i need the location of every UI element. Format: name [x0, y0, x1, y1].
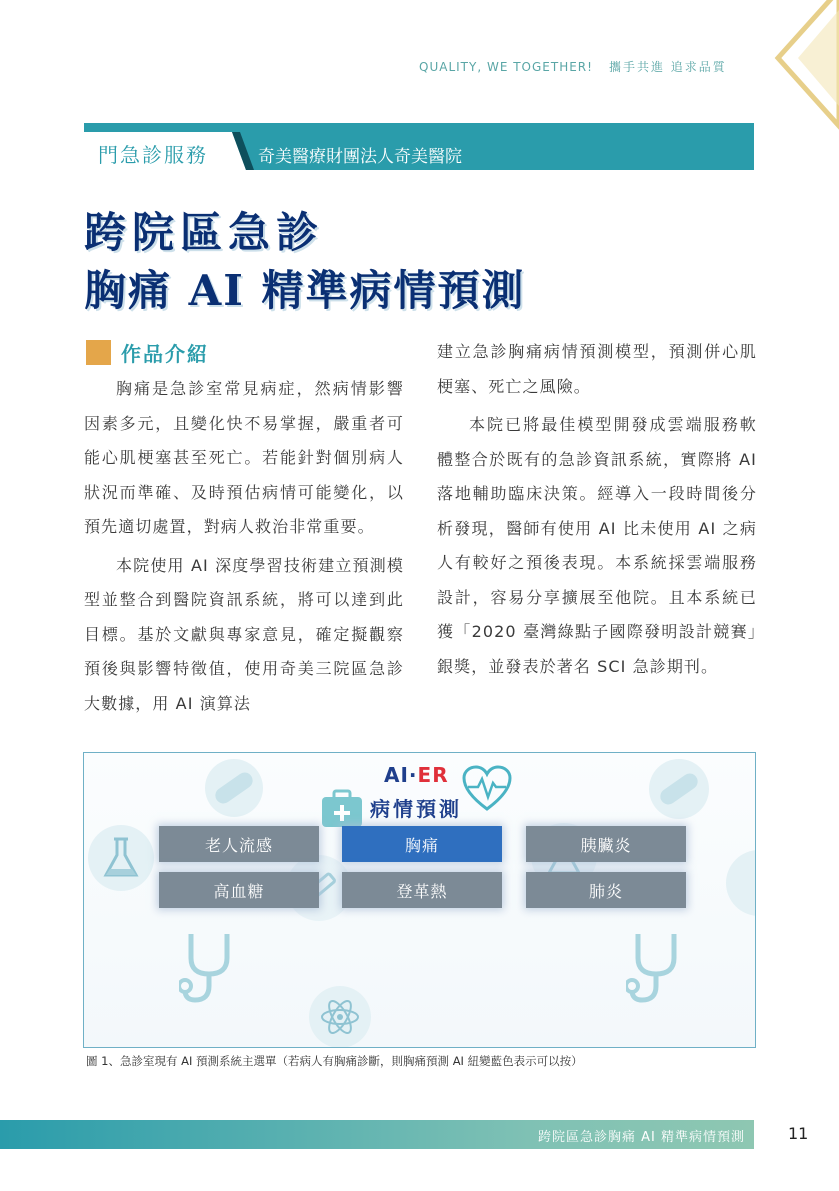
flask-icon — [86, 823, 156, 893]
paragraph: 本院已將最佳模型開發成雲端服務軟體整合於既有的急診資訊系統，實際將 AI 落地輔助臨床決策。經導入一段時間後分析發現，醫師有使用 AI 比未使用 AI 之病人有較好之預後表現。本系統採雲端服務設計，容易分享擴展至他院。且本系統已獲「2020 臺灣綠點子國際發明設計競賽」銀獎，並發表於著名 SCI 急診期刊。 — [437, 415, 757, 676]
body-right-column — [437, 335, 757, 684]
logo-ai-text: AI· — [384, 763, 418, 787]
paragraph: 本院使用 AI 深度學習技術建立預測模型並整合到醫院資訊系統，將可以達到此目標。基於文獻與專家意見，確定擬觀察預後與影響特徵值，使用奇美三院區急診大數據，用 AI 演算法 — [84, 555, 404, 713]
page-title-line2: 胸痛 AI 精準病情預測 — [84, 266, 526, 315]
pill-icon — [199, 758, 269, 818]
flask-icon — [724, 848, 756, 918]
menu-button-elderly-flu[interactable]: 老人流感 — [159, 826, 319, 862]
paragraph: 建立急診胸痛病情預測模型，預測併心肌梗塞、死亡之風險。 — [437, 342, 757, 396]
heart-pulse-icon — [462, 765, 512, 811]
intro-heading-label: 作品介紹 — [121, 342, 209, 366]
page-number: 11 — [788, 1124, 809, 1143]
tagline-english: QUALITY, WE TOGETHER! — [419, 60, 593, 74]
menu-button-pneumonia[interactable]: 肺炎 — [526, 872, 686, 908]
logo-er-text: ER — [417, 763, 449, 787]
footer-title: 跨院區急診胸痛 AI 精準病情預測 — [538, 1130, 745, 1145]
atom-icon — [308, 985, 372, 1047]
paragraph: 胸痛是急診室常見病症，然病情影響因素多元，且變化快不易掌握，嚴重者可能心肌梗塞甚至死亡。若能針對個別病人狀況而準確、及時預估病情可能變化，以預先適切處置，對病人救治非常重要。 — [84, 379, 404, 536]
menu-button-chest-pain[interactable]: 胸痛 — [342, 826, 502, 862]
ai-er-logo — [384, 763, 449, 787]
body-left-column — [84, 372, 404, 721]
heading-square-icon — [86, 340, 111, 365]
tagline-chinese: 攜手共進 追求品質 — [608, 60, 727, 74]
menu-button-pancreatitis[interactable]: 胰臟炎 — [526, 826, 686, 862]
corner-diamond-decoration — [740, 0, 839, 140]
medical-kit-icon — [320, 789, 364, 829]
figure-caption: 圖 1、急診室現有 AI 預測系統主選單（若病人有胸痛診斷，則胸痛預測 AI 紐變藍色表示可以按） — [86, 1054, 583, 1068]
stethoscope-icon — [626, 928, 696, 1008]
menu-button-dengue[interactable]: 登革熱 — [342, 872, 502, 908]
section-organization: 奇美醫療財團法人奇美醫院 — [258, 147, 462, 167]
section-category: 門急診服務 — [98, 143, 208, 167]
page-title-line1: 跨院區急診 — [84, 208, 325, 257]
pill-icon — [644, 758, 714, 820]
intro-heading — [86, 339, 209, 366]
header-tagline — [419, 58, 727, 75]
stethoscope-icon — [179, 928, 249, 1008]
figure-subtitle: 病情預測 — [370, 797, 462, 821]
menu-button-hyperglycemia[interactable]: 高血糖 — [159, 872, 319, 908]
ai-er-menu-figure — [83, 752, 756, 1048]
